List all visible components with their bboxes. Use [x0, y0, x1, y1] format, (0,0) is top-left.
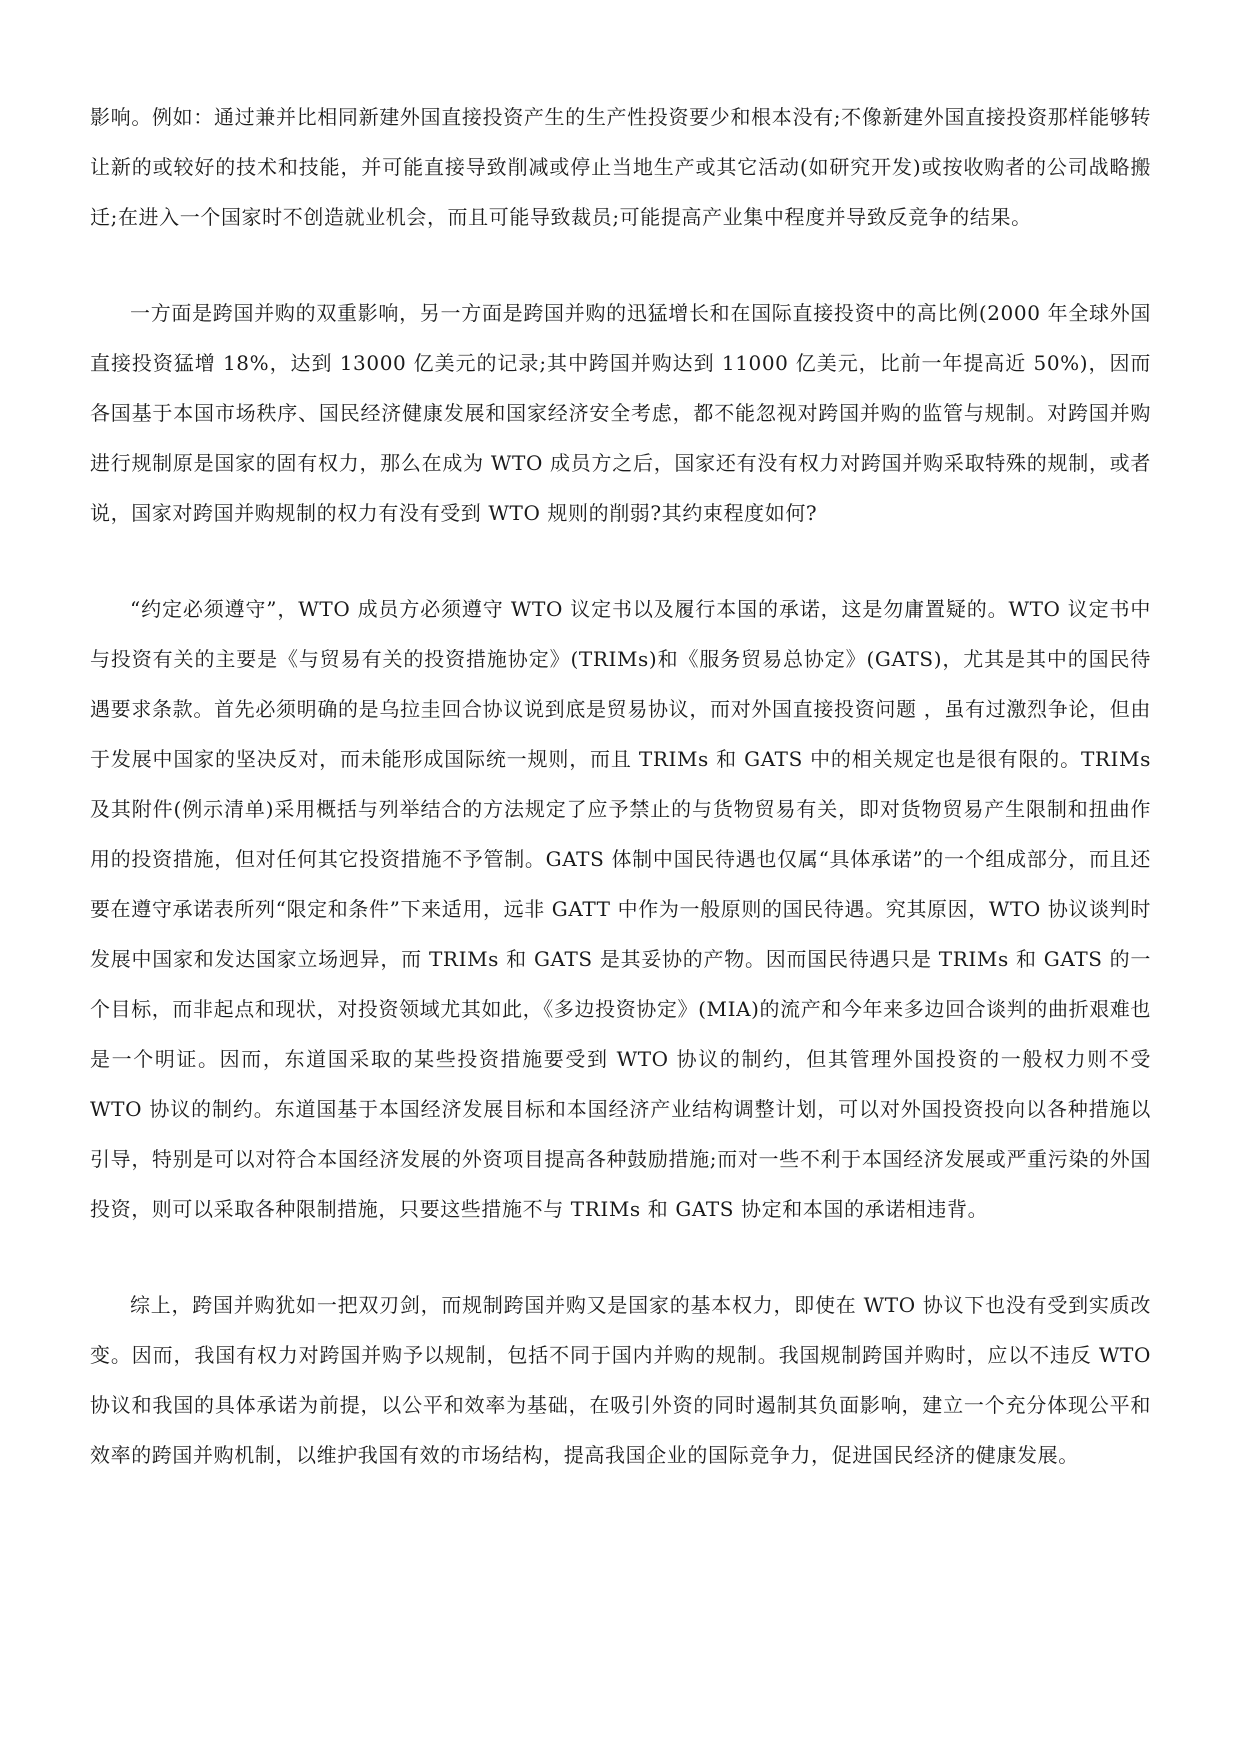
- document-body: [90, 92, 1151, 1526]
- paragraph-wto-commitments: “约定必须遵守”，WTO 成员方必须遵守 WTO 议定书以及履行本国的承诺，这是勿庸置疑的。WTO 议定书中与投资有关的主要是《与贸易有关的投资措施协定》(TRIMs)和《服务贸易总协定》(GATS)，尤其是其中的国民待遇要求条款。首先必须明确的是乌拉圭回合协议说到底是贸易协议，而对外国直接投资问题 ，虽有过激烈争论，但由于发展中国家的坚决反对，而未能形成国际统一规则，而且 TRIMs 和 GATS 中的相关规定也是很有限的。TRIMs 及其附件(例示清单)采用概括与列举结合的方法规定了应予禁止的与货物贸易有关，即对货物贸易产生限制和扭曲作用的投资措施，但对任何其它投资措施不予管制。GATS 体制中国民待遇也仅属“具体承诺”的一个组成部分，而且还要在遵守承诺表所列“限定和条件”下来适用，远非 GATT 中作为一般原则的国民待遇。究其原因，WTO 协议谈判时发展中国家和发达国家立场迥异，而 TRIMs 和 GATS 是其妥协的产物。因而国民待遇只是 TRIMs 和 GATS 的一个目标，而非起点和现状，对投资领域尤其如此，《多边投资协定》(MIA)的流产和今年来多边回合谈判的曲折艰难也是一个明证。因而，东道国采取的某些投资措施要受到 WTO 协议的制约，但其管理外国投资的一般权力则不受 WTO 协议的制约。东道国基于本国经济发展目标和本国经济产业结构调整计划，可以对外国投资投向以各种措施以引导，特别是可以对符合本国经济发展的外资项目提高各种鼓励措施;而对一些不利于本国经济发展或严重污染的外国投资，则可以采取各种限制措施，只要这些措施不与 TRIMs 和 GATS 协定和本国的承诺相违背。: [90, 597, 1151, 1221]
- paragraph-continuation: 影响。例如：通过兼并比相同新建外国直接投资产生的生产性投资要少和根本没有;不像新建外国直接投资那样能够转让新的或较好的技术和技能，并可能直接导致削减或停止当地生产或其它活动(如研究开发)或按收购者的公司战略搬迁;在进入一个国家时不创造就业机会，而且可能导致裁员;可能提高产业集中程度并导致反竞争的结果。: [90, 105, 1151, 229]
- paragraph-conclusion: 综上，跨国并购犹如一把双刃剑，而规制跨国并购又是国家的基本权力，即使在 WTO 协议下也没有受到实质改变。因而，我国有权力对跨国并购予以规制，包括不同于国内并购的规制。我国规制跨国并购时，应以不违反 WTO 协议和我国的具体承诺为前提，以公平和效率为基础，在吸引外资的同时遏制其负面影响，建立一个充分体现公平和效率的跨国并购机制，以维护我国有效的市场结构，提高我国企业的国际竞争力，促进国民经济的健康发展。: [90, 1293, 1151, 1467]
- paragraph-dual-impact: 一方面是跨国并购的双重影响，另一方面是跨国并购的迅猛增长和在国际直接投资中的高比例(2000 年全球外国直接投资猛增 18%，达到 13000 亿美元的记录;其中跨国并购达到 11000 亿美元，比前一年提高近 50%)，因而各国基于本国市场秩序、国民经济健康发展和国家经济安全考虑，都不能忽视对跨国并购的监管与规制。对跨国并购进行规制原是国家的固有权力，那么在成为 WTO 成员方之后，国家还有没有权力对跨国并购采取特殊的规制，或者说，国家对跨国并购规制的权力有没有受到 WTO 规则的削弱?其约束程度如何?: [90, 301, 1151, 525]
